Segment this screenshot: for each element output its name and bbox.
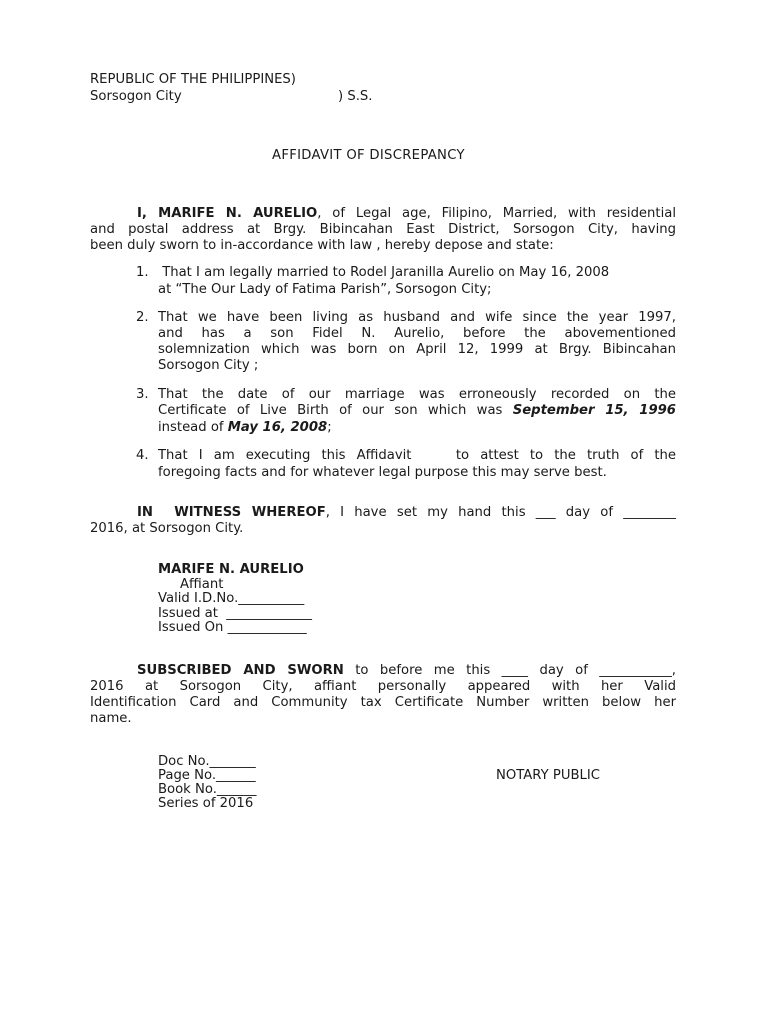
item-3-line-2 [158, 403, 676, 418]
jurat-lead: SUBSCRIBED AND SWORN [137, 663, 344, 678]
item-2-line-1: That we have been living as husband and wife since the year 1997, [158, 310, 676, 325]
jurat-line-3: Identification Card and Community tax Certificate Number written below her [90, 695, 676, 710]
valid-id-field: Valid I.D.No.__________ [158, 591, 305, 606]
affiant-name: MARIFE N. AURELIO [158, 206, 318, 221]
issued-at-field: Issued at _____________ [158, 606, 313, 621]
item-2-line-4: Sorsogon City ; [158, 358, 259, 373]
item-2-line-2: and has a son Fidel N. Aurelio, before the abovementioned [158, 326, 676, 341]
item-1-number: 1. [136, 265, 149, 280]
header-city: Sorsogon City [90, 89, 182, 104]
item-3-line-1: That the date of our marriage was erroneously recorded on the [158, 387, 676, 402]
intro-line-3: been duly sworn to in-accordance with law , hereby depose and state: [90, 238, 554, 253]
doc-no-field: Doc No._______ [158, 754, 256, 769]
witness-lead: IN WITNESS WHEREOF [137, 505, 326, 520]
intro-line-1-rest: , of Legal age, Filipino, Married, with residential [317, 206, 676, 221]
intro-line-2: and postal address at Brgy. Bibincahan East District, Sorsogon City, having [90, 222, 676, 237]
issued-on-field: Issued On ____________ [158, 620, 307, 635]
series-field: Series of 2016 [158, 796, 254, 811]
item-3-number: 3. [136, 387, 149, 402]
item-2-line-3: solemnization which was born on April 12, 1999 at Brgy. Bibincahan [158, 342, 676, 357]
item-3-line-2-text: Certificate of Live Birth of our son which was [158, 403, 513, 418]
item-4-line-2: foregoing facts and for whatever legal purpose this may serve best. [158, 465, 607, 480]
actual-marriage-date: May 16, 2008 [227, 420, 328, 435]
jurat-line-1-rest: to before me this ____ day of ___________, [343, 663, 676, 678]
item-4-number: 4. [136, 448, 149, 463]
jurat-line-1 [90, 663, 676, 678]
notary-public-label: NOTARY PUBLIC [496, 768, 600, 783]
jurat-line-4: name. [90, 711, 132, 726]
item-1-line-2: at “The Our Lady of Fatima Parish”, Sorsogon City; [158, 282, 492, 297]
signature-role: Affiant [180, 577, 224, 592]
recorded-date: September 15, 1996 [512, 403, 676, 418]
header-republic: REPUBLIC OF THE PHILIPPINES) [90, 72, 296, 87]
item-1-line-1: That I am legally married to Rodel Jaranilla Aurelio on May 16, 2008 [158, 265, 610, 280]
page-no-field: Page No.______ [158, 768, 256, 783]
document-title: AFFIDAVIT OF DISCREPANCY [272, 148, 465, 163]
affiant-prefix: I, [137, 206, 159, 221]
witness-line-1-rest: , I have set my hand this ___ day of ________ [325, 505, 676, 520]
item-3-line-3-text: instead of [158, 420, 228, 435]
item-3-line-3 [158, 420, 332, 435]
book-no-field: Book No.______ [158, 782, 257, 797]
jurat-line-2: 2016 at Sorsogon City, affiant personally appeared with her Valid [90, 679, 676, 694]
intro-line-1 [90, 206, 676, 221]
signature-name: MARIFE N. AURELIO [158, 562, 304, 577]
witness-line-1 [90, 505, 676, 520]
header-ss: ) S.S. [338, 89, 373, 104]
witness-line-2: 2016, at Sorsogon City. [90, 521, 244, 536]
item-4-line-1: That I am executing this Affidavit to attest to the truth of the [158, 448, 676, 463]
item-3-line-3-end: ; [327, 420, 332, 435]
item-2-number: 2. [136, 310, 149, 325]
